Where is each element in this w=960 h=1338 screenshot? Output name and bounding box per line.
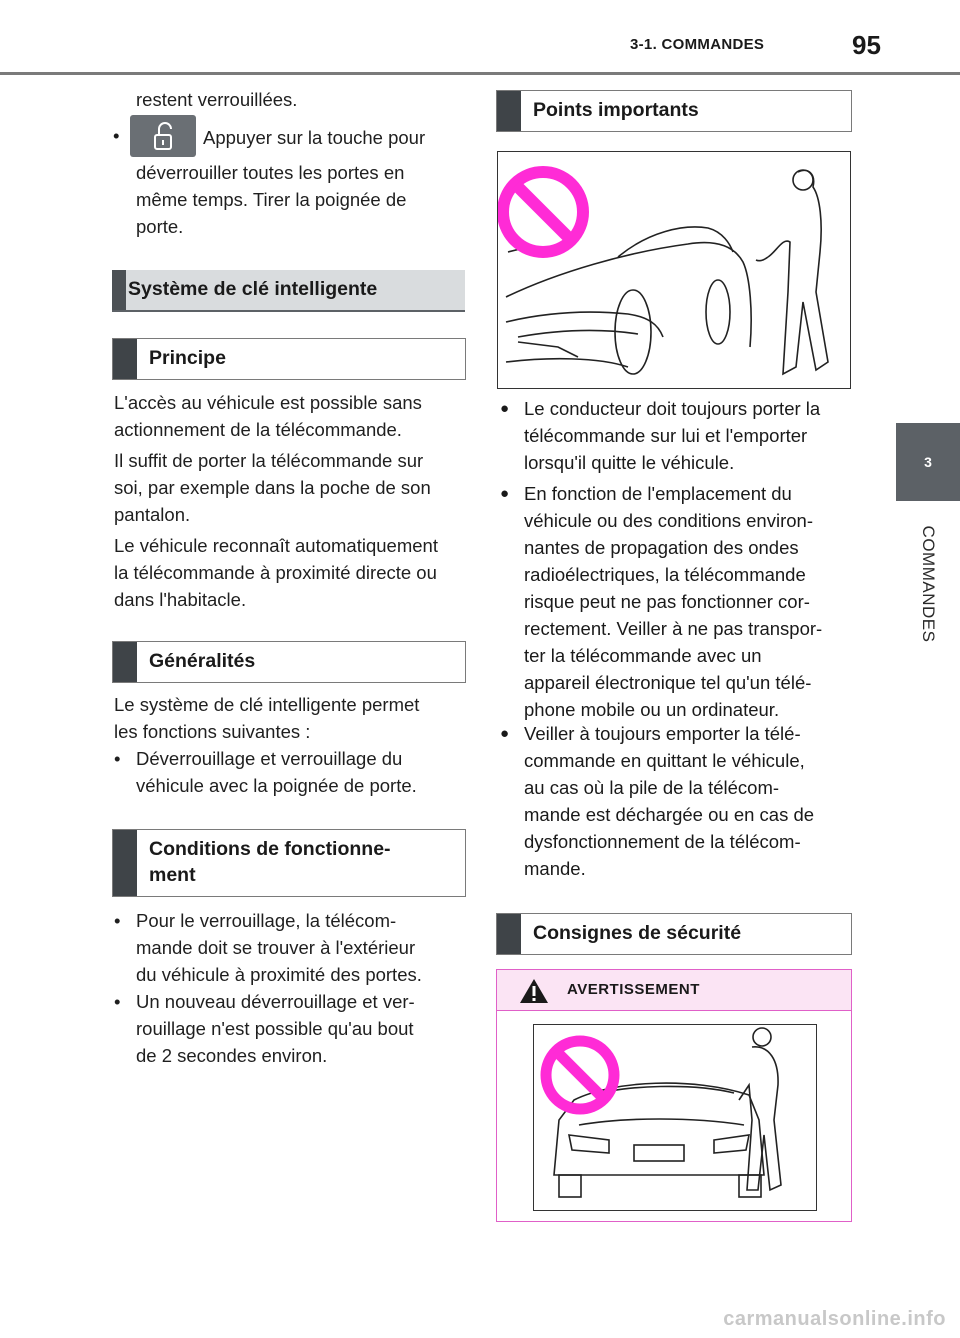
section-heading-important xyxy=(496,90,852,132)
bullet-line: lorsqu'il quitte le véhicule. xyxy=(524,452,735,473)
subsection-heading-general xyxy=(112,641,466,683)
paragraph-line: L'accès au véhicule est possible sans xyxy=(114,392,422,413)
warning-header xyxy=(497,970,851,1011)
paragraph-line: Le véhicule reconnaît automatiquement xyxy=(114,535,438,556)
paragraph-line: dans l'habitacle. xyxy=(114,589,247,610)
unlock-button-icon xyxy=(130,115,196,157)
intro-line: restent verrouillées. xyxy=(136,89,298,110)
bullet-line: risque peut ne pas fonctionner cor- xyxy=(524,591,810,612)
subsection-heading-conditions xyxy=(112,829,466,897)
bullet-line: mande est déchargée ou en cas de xyxy=(524,804,815,825)
bullet-line: véhicule ou des conditions environ- xyxy=(524,510,813,531)
car-front-and-person-drawing xyxy=(534,1025,816,1210)
paragraph-line: actionnement de la télécommande. xyxy=(114,419,402,440)
bullet-marker: ● xyxy=(500,400,510,417)
subsection-heading-principle xyxy=(112,338,466,380)
watermark: carmanualsonline.info xyxy=(723,1308,946,1330)
bullet-line: Un nouveau déverrouillage et ver- xyxy=(136,991,415,1012)
warning-triangle-icon xyxy=(519,978,549,1004)
chapter-number: 3 xyxy=(924,454,932,470)
illustration-driver-leaving-car xyxy=(497,151,851,389)
header-rule xyxy=(0,72,960,75)
bullet-line: mande doit se trouver à l'extérieur xyxy=(136,937,416,958)
section-title: Système de clé intelligente xyxy=(128,278,378,300)
section-bar xyxy=(497,914,521,954)
bullet-line: Déverrouillage et verrouillage du xyxy=(136,748,403,769)
bullet-marker: ● xyxy=(500,725,510,742)
bullet-line: Veiller à toujours emporter la télé- xyxy=(524,723,801,744)
paragraph-line: soi, par exemple dans la poche de son xyxy=(114,477,431,498)
prohibition-icon xyxy=(546,1041,614,1109)
paragraph-line: pantalon. xyxy=(114,504,191,525)
bullet-marker: • xyxy=(114,748,121,769)
section-heading-safety xyxy=(496,913,852,955)
unlock-bullet-line: porte. xyxy=(136,216,184,237)
important-bullet xyxy=(500,720,850,885)
bullet-line: rouillage n'est possible qu'au bout xyxy=(136,1018,414,1039)
warning-box xyxy=(496,969,852,1222)
bullet-line: télécommande sur lui et l'emporter xyxy=(524,425,808,446)
chapter-tab[interactable] xyxy=(896,423,960,501)
unlock-bullet-line: même temps. Tirer la poignée de xyxy=(136,189,407,210)
bullet-marker: ● xyxy=(500,485,510,502)
bullet-line: En fonction de l'emplacement du xyxy=(524,483,792,504)
bullet-line: rectement. Veiller à ne pas transpor- xyxy=(524,618,823,639)
section-bar xyxy=(113,339,137,379)
page-number: 95 xyxy=(852,30,881,60)
bullet-line: dysfonctionnement de la télécom- xyxy=(524,831,801,852)
section-bar xyxy=(113,830,137,896)
section-title: Généralités xyxy=(149,650,256,672)
section-title: Points importants xyxy=(533,99,699,121)
bullet-line: Le conducteur doit toujours porter la xyxy=(524,398,821,419)
bullet-line: mande. xyxy=(524,858,586,879)
unlock-bullet-line: Appuyer sur la touche pour xyxy=(203,127,426,148)
paragraph-line: la télécommande à proximité directe ou xyxy=(114,562,437,583)
section-bar xyxy=(112,270,126,310)
bullet-line: phone mobile ou un ordinateur. xyxy=(524,699,780,720)
bullet-marker: • xyxy=(114,910,121,931)
paragraph-line: Il suffit de porter la télécommande sur xyxy=(114,450,424,471)
car-and-person-drawing xyxy=(498,152,850,388)
bullet-line: au cas où la pile de la télécom- xyxy=(524,777,780,798)
important-bullet xyxy=(500,395,850,476)
unlock-bullet-line: déverrouiller toutes les portes en xyxy=(136,162,405,183)
paragraph-line: Le système de clé intelligente permet xyxy=(114,694,420,715)
important-bullet xyxy=(500,480,850,725)
section-title-line: ment xyxy=(149,864,196,886)
bullet-line: Pour le verrouillage, la télécom- xyxy=(136,910,397,931)
chapter-label: COMMANDES xyxy=(919,525,938,643)
section-heading-smart-key xyxy=(112,270,465,312)
bullet-line: du véhicule à proximité des portes. xyxy=(136,964,422,985)
bullet-line: appareil électronique tel qu'un télé- xyxy=(524,672,812,693)
bullet-line: commande en quittant le véhicule, xyxy=(524,750,805,771)
warning-label: AVERTISSEMENT xyxy=(567,981,700,998)
paragraph-line: les fonctions suivantes : xyxy=(114,721,311,742)
bullet-line: radioélectriques, la télécommande xyxy=(524,564,806,585)
section-bar xyxy=(113,642,137,682)
section-title: Consignes de sécurité xyxy=(533,922,742,944)
bullet-marker: • xyxy=(114,991,121,1012)
bullet-marker: • xyxy=(113,125,120,146)
bullet-line: véhicule avec la poignée de porte. xyxy=(136,775,417,796)
section-bar xyxy=(497,91,521,131)
illustration-person-beside-car xyxy=(533,1024,817,1211)
section-title: Principe xyxy=(149,347,226,369)
prohibition-icon xyxy=(503,172,583,252)
bullet-line: nantes de propagation des ondes xyxy=(524,537,799,558)
bullet-line: ter la télécommande avec un xyxy=(524,645,762,666)
bullet-line: de 2 secondes environ. xyxy=(136,1045,328,1066)
section-title-line: Conditions de fonctionne- xyxy=(149,838,391,860)
running-header-section: 3-1. COMMANDES xyxy=(630,36,765,53)
